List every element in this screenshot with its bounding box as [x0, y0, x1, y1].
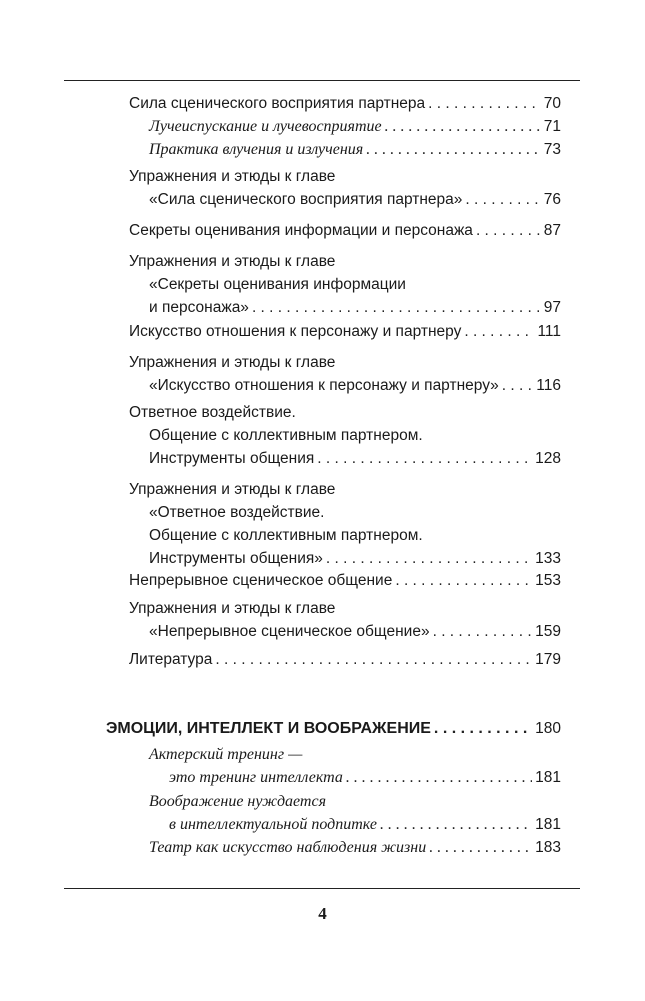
toc-part-heading	[106, 718, 561, 740]
dot-leader	[465, 189, 540, 211]
toc-entry-title: это тренинг интеллекта	[169, 769, 343, 786]
toc-entry	[149, 621, 561, 643]
toc-entry	[149, 744, 302, 766]
toc-entry-title: Упражнения и этюды к главе	[129, 168, 336, 185]
toc-entry-title: Литература	[129, 651, 213, 668]
toc-entry	[129, 479, 335, 501]
toc-entry-page: 180	[535, 720, 561, 737]
toc-entry-title: ЭМОЦИИ, ИНТЕЛЛЕКТ И ВООБРАЖЕНИЕ	[106, 720, 431, 737]
toc-entry-title: Инструменты общения	[149, 450, 315, 467]
toc-entry	[149, 116, 561, 138]
toc-entry	[169, 767, 561, 789]
toc-entry-page: 70	[543, 95, 561, 112]
toc-entry	[149, 274, 406, 296]
toc-entry-title: Театр как искусство наблюдения жизни	[149, 839, 427, 856]
toc-entry	[129, 251, 335, 273]
toc-entry-page: 183	[535, 839, 561, 856]
toc-entry-page: 128	[535, 450, 561, 467]
toc-entry	[129, 402, 296, 424]
toc-entry-title: Искусство отношения к персонажу и партнеру	[129, 323, 462, 340]
toc-entry	[129, 570, 561, 592]
toc-entry-title: Непрерывное сценическое общение	[129, 572, 393, 589]
dot-leader	[215, 649, 532, 671]
toc-entry	[149, 525, 423, 547]
toc-entry-title: Секреты оценивания информации и персонажа	[129, 222, 473, 239]
toc-entry-page: 111	[537, 323, 561, 340]
toc-entry-page: 159	[535, 623, 561, 640]
toc-entry-title: в интеллектуальной подпитке	[169, 816, 377, 833]
toc-entry	[149, 837, 561, 859]
toc-entry-title: Ответное воздействие.	[129, 404, 296, 421]
dot-leader	[502, 375, 534, 397]
toc-entry	[149, 425, 423, 447]
toc-entry-title: Сила сценического восприятия партнера	[129, 95, 426, 112]
toc-entry	[129, 649, 561, 671]
dot-leader	[476, 220, 541, 242]
toc-entry-page: 73	[543, 141, 561, 158]
toc-entry-title: Упражнения и этюды к главе	[129, 600, 336, 617]
toc-entry-page: 97	[543, 299, 561, 316]
toc-entry	[129, 166, 335, 188]
toc-entry-page: 179	[535, 651, 561, 668]
dot-leader	[428, 93, 541, 115]
dot-leader	[385, 116, 541, 138]
toc-entry-title: «Искусство отношения к персонажу и партнеру»	[149, 377, 499, 394]
dot-leader	[252, 297, 541, 319]
toc-entry-title: «Сила сценического восприятия партнера»	[149, 191, 463, 208]
dot-leader	[464, 321, 534, 343]
bottom-rule	[64, 888, 580, 889]
toc-entry-title: Упражнения и этюды к главе	[129, 253, 336, 270]
toc-entry	[149, 502, 324, 524]
toc-entry-title: Упражнения и этюды к главе	[129, 481, 336, 498]
toc-entry-page: 71	[543, 118, 561, 135]
toc-entry	[129, 321, 561, 343]
toc-entry	[149, 791, 326, 813]
page-number: 4	[318, 904, 327, 923]
toc-entry-title: Актерский тренинг —	[149, 746, 303, 763]
toc-entry	[149, 297, 561, 319]
toc-entry-page: 133	[535, 550, 561, 567]
toc-entry-page: 87	[543, 222, 561, 239]
dot-leader	[346, 767, 532, 789]
dot-leader	[429, 837, 532, 859]
dot-leader	[433, 621, 533, 643]
toc-entry-title: Практика влучения и излучения	[149, 141, 364, 158]
toc-entry	[149, 448, 561, 470]
toc-entry-title: Общение с коллективным партнером.	[149, 427, 423, 444]
toc-entry-page: 116	[536, 377, 561, 394]
toc-entry-title: Общение с коллективным партнером.	[149, 527, 423, 544]
toc-entry-page: 181	[535, 816, 561, 833]
toc-entry-title: и персонажа»	[149, 299, 249, 316]
toc-entry-page: 153	[535, 572, 561, 589]
toc-entry	[129, 93, 561, 115]
toc-entry	[149, 139, 561, 161]
toc-entry-title: Лучеиспускание и лучевосприятие	[149, 118, 382, 135]
toc-entry-title: «Непрерывное сценическое общение»	[149, 623, 430, 640]
dot-leader	[395, 570, 532, 592]
toc-entry	[149, 189, 561, 211]
toc-entry	[169, 814, 561, 836]
toc-entry-title: «Секреты оценивания информации	[149, 276, 406, 293]
toc-entry	[129, 598, 335, 620]
toc-entry-title: «Ответное воздействие.	[149, 504, 325, 521]
toc-entry-title: Инструменты общения»	[149, 550, 323, 567]
toc-entry	[129, 352, 335, 374]
toc-entry	[129, 220, 561, 242]
toc-entry	[149, 375, 561, 397]
dot-leader	[366, 139, 541, 161]
toc-entry-page: 181	[535, 769, 561, 786]
dot-leader	[380, 814, 532, 836]
toc-entry-title: Упражнения и этюды к главе	[129, 354, 336, 371]
toc-entry-title: Воображение нуждается	[149, 793, 327, 810]
toc-entry	[149, 548, 561, 570]
dot-leader	[326, 548, 532, 570]
toc-entry-page: 76	[543, 191, 561, 208]
dot-leader	[434, 718, 532, 740]
dot-leader	[317, 448, 532, 470]
